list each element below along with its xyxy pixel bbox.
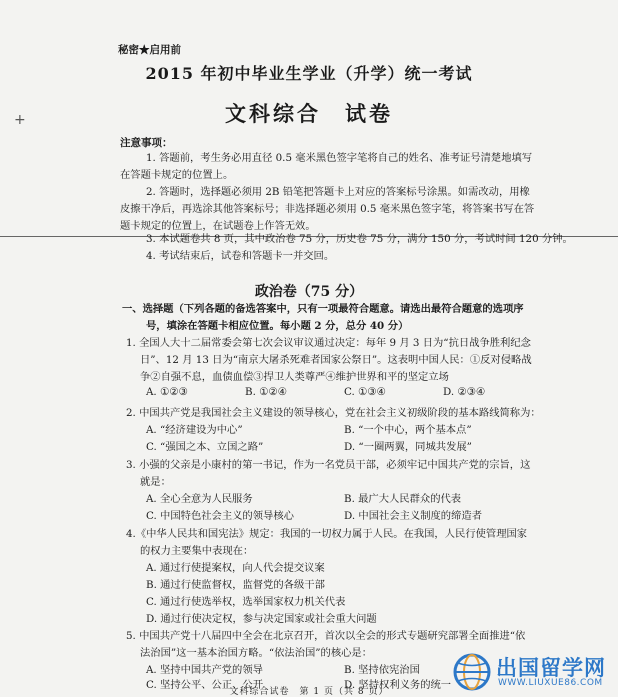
note-line: 1. 答题前，考生务必用直径 0.5 毫米黑色签字笔将自己的姓名、准考证号清楚地填写 [146,152,533,164]
part-instruction: 号，填涂在答题卡相应位置。每小题 2 分，总分 40 分） [146,320,409,332]
option: D. “一圈两翼，同城共发展” [344,441,472,453]
note-line: 2. 答题时，选择题必须用 2B 铅笔把答题卡上对应的答案标号涂黑。如需改动，用橡 [146,186,530,198]
question-4: 4.《中华人民共和国宪法》规定：我国的一切权力属于人民。在我国，人民行使管理国家 [126,528,528,540]
question-3: 3. 小强的父亲是小康村的第一书记，作为一名党员干部，必须牢记中国共产党的宗旨，这 [126,459,531,471]
option: C. 中国特色社会主义的领导核心 [146,510,294,522]
watermark-text: 出国留学网 [496,656,606,680]
option: A. “经济建设为中心” [146,424,243,436]
note-line: 在答题卡规定的位置上。 [120,169,234,181]
exam-title: 2015 年初中毕业生学业（升学）统一考试 [145,64,473,83]
option: C. “强国之本、立国之路” [146,441,264,453]
paper-title: 文科综合 试卷 [225,101,393,126]
secret-label: 秘密★启用前 [118,44,181,56]
note-line: 题卡规定的位置上，在试题卷上作答无效。 [120,220,316,232]
section-title: 政治卷（75 分） [254,284,364,300]
option: A. 全心全意为人民服务 [146,493,253,505]
option: D. 坚持权利义务的统一 [344,679,452,691]
note-line: 皮擦干净后，再选涂其他答案标号；非选择题必须用 0.5 毫米黑色签字笔，将答案书写在答 [120,203,535,215]
option: B. 最广大人民群众的代表 [344,493,462,505]
notes-heading: 注意事项： [120,137,173,149]
question-1-cont: 日”、12 月 13 日为“南京大屠杀死难者国家公祭日”。这表明中国人民：①反对侵略战 [140,354,532,366]
site-watermark [452,652,614,692]
question-1: 1. 全国人大十二届常委会第七次会议审议通过决定：每年 9 月 3 日为“抗日战争胜利纪念 [126,337,531,349]
option: C. 通过行使选举权，选举国家权力机关代表 [146,596,346,608]
page-footer: 文科综合试卷 第 1 页（共 8 页） [229,687,389,697]
note-line: 4. 考试结束后，试卷和答题卡一并交回。 [146,250,335,262]
note-line: 3. 本试题卷共 8 页，其中政治卷 75 分，历史卷 75 分，满分 150 分，考试时间 120 分钟。 [146,233,573,245]
option: D. ②③④ [443,386,486,398]
option: B. 坚持依宪治国 [344,664,420,676]
question-4-cont: 的权力主要集中表现在： [140,545,254,557]
option: C. ①③④ [344,386,386,398]
option: B. ①②④ [245,386,287,398]
globe-logo-icon [452,652,492,692]
question-2: 2. 中国共产党是我国社会主义建设的领导核心，党在社会主义初级阶段的基本路线简称为： [126,407,541,419]
option: D. 中国社会主义制度的缔造者 [344,510,482,522]
option: B. “一个中心，两个基本点” [344,424,472,436]
question-1-cont: 争②自强不息，血债血偿③捍卫人类尊严④维护世界和平的坚定立场 [140,371,449,383]
question-5-cont: 法治国”这一基本治国方略。“依法治国”的核心是： [140,647,373,659]
option: B. 通过行使监督权，监督党的各级干部 [146,579,325,591]
question-3-cont: 就是： [140,476,171,488]
watermark-url: WWW.LIUXUE86.COM [498,678,603,688]
option: A. 坚持中国共产党的领导 [146,664,263,676]
option: D. 通过行使决定权，参与决定国家或社会重大问题 [146,613,377,625]
option: A. 通过行使提案权，向人代会提交议案 [146,562,325,574]
part-instruction: 一、选择题（下列各题的备选答案中，只有一项最符合题意。请选出最符合题意的选项序 [122,303,524,315]
option: C. 坚持公平、公正、公开 [146,679,264,691]
option: A. ①②③ [146,386,188,398]
registration-mark-icon: + [14,112,26,128]
question-5: 5. 中国共产党十八届四中全会在北京召开，首次以全会的形式专题研究部署全面推进“依 [126,630,526,642]
